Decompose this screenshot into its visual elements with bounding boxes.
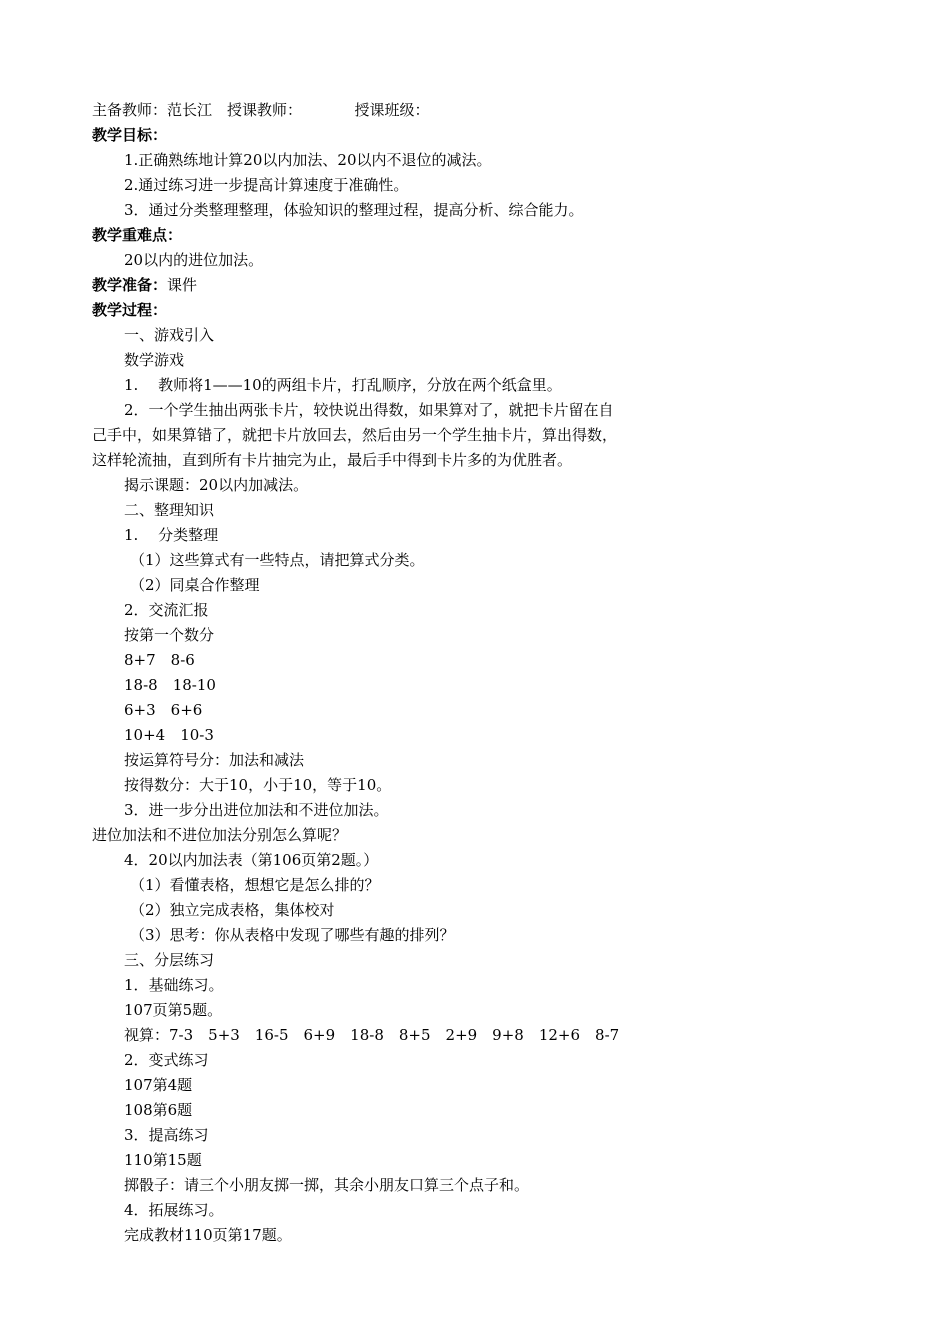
process-line: 掷骰子：请三个小朋友掷一掷，其余小朋友口算三个点子和。 [124, 1176, 530, 1194]
process-line: 6+3 6+6 [124, 701, 203, 719]
goal-item: 1.正确熟练地计算20以内加法、20以内不退位的减法。 [124, 151, 492, 169]
process-line: 18-8 18-10 [124, 676, 216, 694]
process-line: （2）独立完成表格，集体校对 [130, 901, 335, 919]
process-line: 2．交流汇报 [124, 601, 209, 619]
prep-text: 课件 [167, 276, 198, 294]
process-heading: 教学过程： [92, 301, 168, 319]
process-line: 视算：7-3 5+3 16-5 6+9 18-8 8+5 2+9 9+8 12+6 8-7 [124, 1026, 620, 1044]
process-line: 三、分层练习 [124, 951, 215, 969]
goal-item: 3．通过分类整理整理，体验知识的整理过程，提高分析、综合能力。 [124, 201, 584, 219]
key-points-text: 20以内的进位加法。 [124, 251, 264, 269]
process-line: 108第6题 [124, 1101, 193, 1119]
process-line: 1. 分类整理 [124, 526, 219, 544]
process-line: 2．变式练习 [124, 1051, 209, 1069]
process-line: （1）这些算式有一些特点，请把算式分类。 [130, 551, 425, 569]
process-line: 按运算符号分：加法和减法 [124, 751, 305, 769]
goals-heading: 教学目标： [92, 126, 168, 144]
process-line: 3．进一步分出进位加法和不进位加法。 [124, 801, 389, 819]
process-line: （1）看懂表格，想想它是怎么排的？ [130, 876, 380, 894]
process-line: 8+7 8-6 [124, 651, 195, 669]
process-line: 10+4 10-3 [124, 726, 214, 744]
process-line: 3．提高练习 [124, 1126, 209, 1144]
process-line: 进位加法和不进位加法分别怎么算呢？ [92, 826, 348, 844]
process-line: 1．基础练习。 [124, 976, 224, 994]
process-line: 这样轮流抽，直到所有卡片抽完为止，最后手中得到卡片多的为优胜者。 [92, 451, 573, 469]
process-line: 107第4题 [124, 1076, 193, 1094]
process-line: 107页第5题。 [124, 1001, 223, 1019]
process-line: 按得数分：大于10，小于10，等于10。 [124, 776, 392, 794]
process-line: 4．20以内加法表（第106页第2题。） [124, 851, 379, 869]
process-line: 数学游戏 [124, 351, 185, 369]
process-line: 4．拓展练习。 [124, 1201, 224, 1219]
process-line: 2．一个学生抽出两张卡片，较快说出得数，如果算对了，就把卡片留在自 [124, 401, 614, 419]
process-line: 揭示课题：20以内加减法。 [124, 476, 309, 494]
process-line: 完成教材110页第17题。 [124, 1226, 292, 1244]
process-line: 己手中，如果算错了，就把卡片放回去，然后由另一个学生抽卡片，算出得数， [92, 426, 618, 444]
prep-heading: 教学准备： [92, 276, 168, 294]
prep-line [92, 275, 197, 295]
process-line: 110第15题 [124, 1151, 202, 1169]
process-line: （3）思考：你从表格中发现了哪些有趣的排列？ [130, 926, 455, 944]
process-line: 二、整理知识 [124, 501, 215, 519]
teacher-info-line: 主备教师：范长江 授课教师： 授课班级： [92, 101, 430, 119]
process-line: 按第一个数分 [124, 626, 215, 644]
process-line: （2）同桌合作整理 [130, 576, 260, 594]
process-line: 一、游戏引入 [124, 326, 215, 344]
key-points-heading: 教学重难点： [92, 226, 183, 244]
goal-item: 2.通过练习进一步提高计算速度于准确性。 [124, 176, 409, 194]
process-line: 1. 教师将1——10的两组卡片，打乱顺序，分放在两个纸盒里。 [124, 376, 562, 394]
